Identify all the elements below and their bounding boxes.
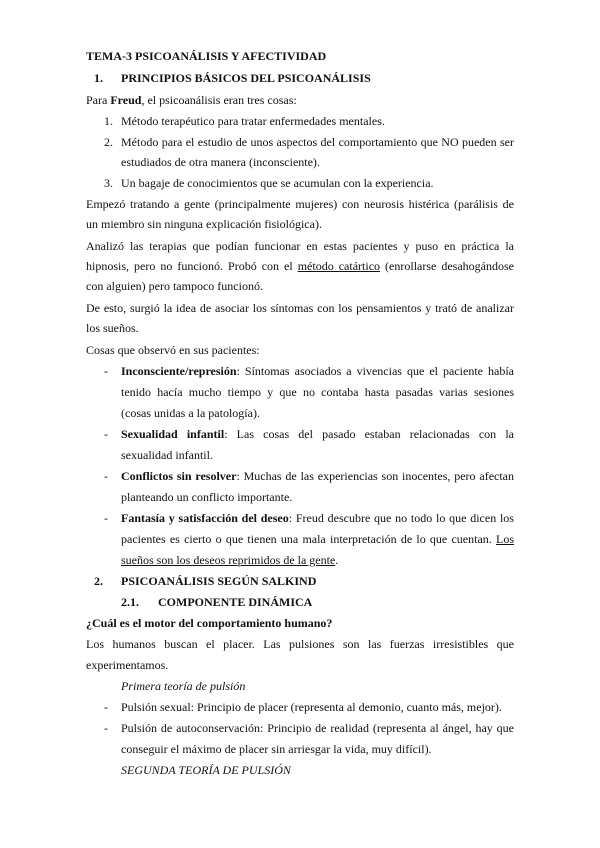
pulsion-2-line-1: Pulsión de autoconservación: Principio de realidad (representa al ángel, hay que	[121, 721, 514, 735]
section-2-heading: PSICOANÁLISIS SEGÚN SALKIND	[121, 574, 317, 588]
list-item-2-line-2: estudiados de otra manera (inconsciente).	[121, 155, 320, 169]
bullet-1-line-1: Inconsciente/represión: Síntomas asociados a vivencias que el paciente había	[121, 364, 514, 378]
list-item-2-number: 2.	[104, 135, 113, 149]
bullet-1-dash: -	[104, 364, 108, 378]
theory-2-heading: SEGUNDA TEORÍA DE PULSIÓN	[121, 763, 291, 777]
pulsion-2-dash: -	[104, 721, 108, 735]
bullet-2-line-2: sexualidad infantil.	[121, 448, 213, 462]
answer-line-1: Los humanos buscan el placer. Las pulsiones son las fuerzas irresistibles que	[86, 637, 514, 651]
bullet-4-line-2: pacientes es cierto o que tienen una mala interpretación de lo que cuentan. Los	[121, 532, 514, 546]
bullet-1-line-3: (cosas unidas a la patología).	[121, 406, 260, 420]
list-item-1-number: 1.	[104, 114, 113, 128]
answer-line-2: experimentamos.	[86, 658, 169, 672]
pulsion-2-line-2: conseguir el máximo de placer sin arriesgar la vida, muy difícil).	[121, 742, 432, 756]
paragraph-1-line-1: Empezó tratando a gente (principalmente mujeres) con neurosis histérica (parálisis de	[86, 197, 514, 211]
bullet-4-line-1: Fantasía y satisfacción del deseo: Freud descubre que no todo lo que dicen los	[121, 511, 514, 525]
theory-1-heading: Primera teoría de pulsión	[121, 679, 246, 693]
question-heading: ¿Cuál es el motor del comportamiento humano?	[86, 616, 333, 630]
bullet-4-dash: -	[104, 511, 108, 525]
paragraph-2-line-3: con alguien) pero tampoco funcionó.	[86, 279, 263, 293]
paragraph-1-line-2: un miembro sin ninguna explicación fisiológica).	[86, 217, 322, 231]
paragraph-3-line-2: los sueños.	[86, 321, 139, 335]
method-link-text: método catártico	[297, 259, 381, 273]
document-title: TEMA-3 PSICOANÁLISIS Y AFECTIVIDAD	[86, 49, 327, 63]
paragraph-2-line-1: Analizó las terapias que podían funcionar en estas pacientes y puso en práctica la	[86, 239, 514, 253]
pulsion-1: Pulsión sexual: Principio de placer (representa al demonio, cuanto más, mejor).	[121, 700, 502, 714]
section-2-1-heading: COMPONENTE DINÁMICA	[158, 595, 313, 609]
bullet-3-line-1: Conflictos sin resolver: Muchas de las experiencias son inocentes, pero afectan	[121, 469, 515, 483]
bullet-4-line-3: sueños son los deseos reprimidos de la gente.	[121, 553, 339, 567]
paragraph-2-line-2: hipnosis, pero no funcionó. Probó con el método catártico (enrollarse desahogándose	[86, 259, 514, 273]
section-1-number: 1.	[94, 71, 103, 85]
list-item-3: Un bagaje de conocimientos que se acumulan con la experiencia.	[121, 176, 434, 190]
list-item-1: Método terapéutico para tratar enfermedades mentales.	[121, 114, 385, 128]
intro-paragraph: Para Freud, el psicoanálisis eran tres cosas:	[86, 93, 297, 107]
section-1-heading: PRINCIPIOS BÁSICOS DEL PSICOANÁLISIS	[121, 71, 371, 85]
list-item-2-line-1: Método para el estudio de unos aspectos del comportamiento que NO pueden ser	[121, 135, 514, 149]
paragraph-3-line-1: De esto, surgió la idea de asociar los síntomas con los pensamientos y trató de analizar	[86, 301, 514, 315]
bullet-1-line-2: tenido hacía mucho tiempo y que no contaba hasta pasadas varias sesiones	[121, 385, 514, 399]
pulsion-1-dash: -	[104, 700, 108, 714]
bullet-3-dash: -	[104, 469, 108, 483]
paragraph-4: Cosas que observó en sus pacientes:	[86, 343, 260, 357]
bullet-2-line-1: Sexualidad infantil: Las cosas del pasado estaban relacionadas con la	[121, 427, 514, 441]
bullet-2-dash: -	[104, 427, 108, 441]
section-2-number: 2.	[94, 574, 103, 588]
bullet-3-line-2: planteando un conflicto importante.	[121, 490, 293, 504]
section-2-1-number: 2.1.	[121, 595, 139, 609]
list-item-3-number: 3.	[104, 176, 113, 190]
